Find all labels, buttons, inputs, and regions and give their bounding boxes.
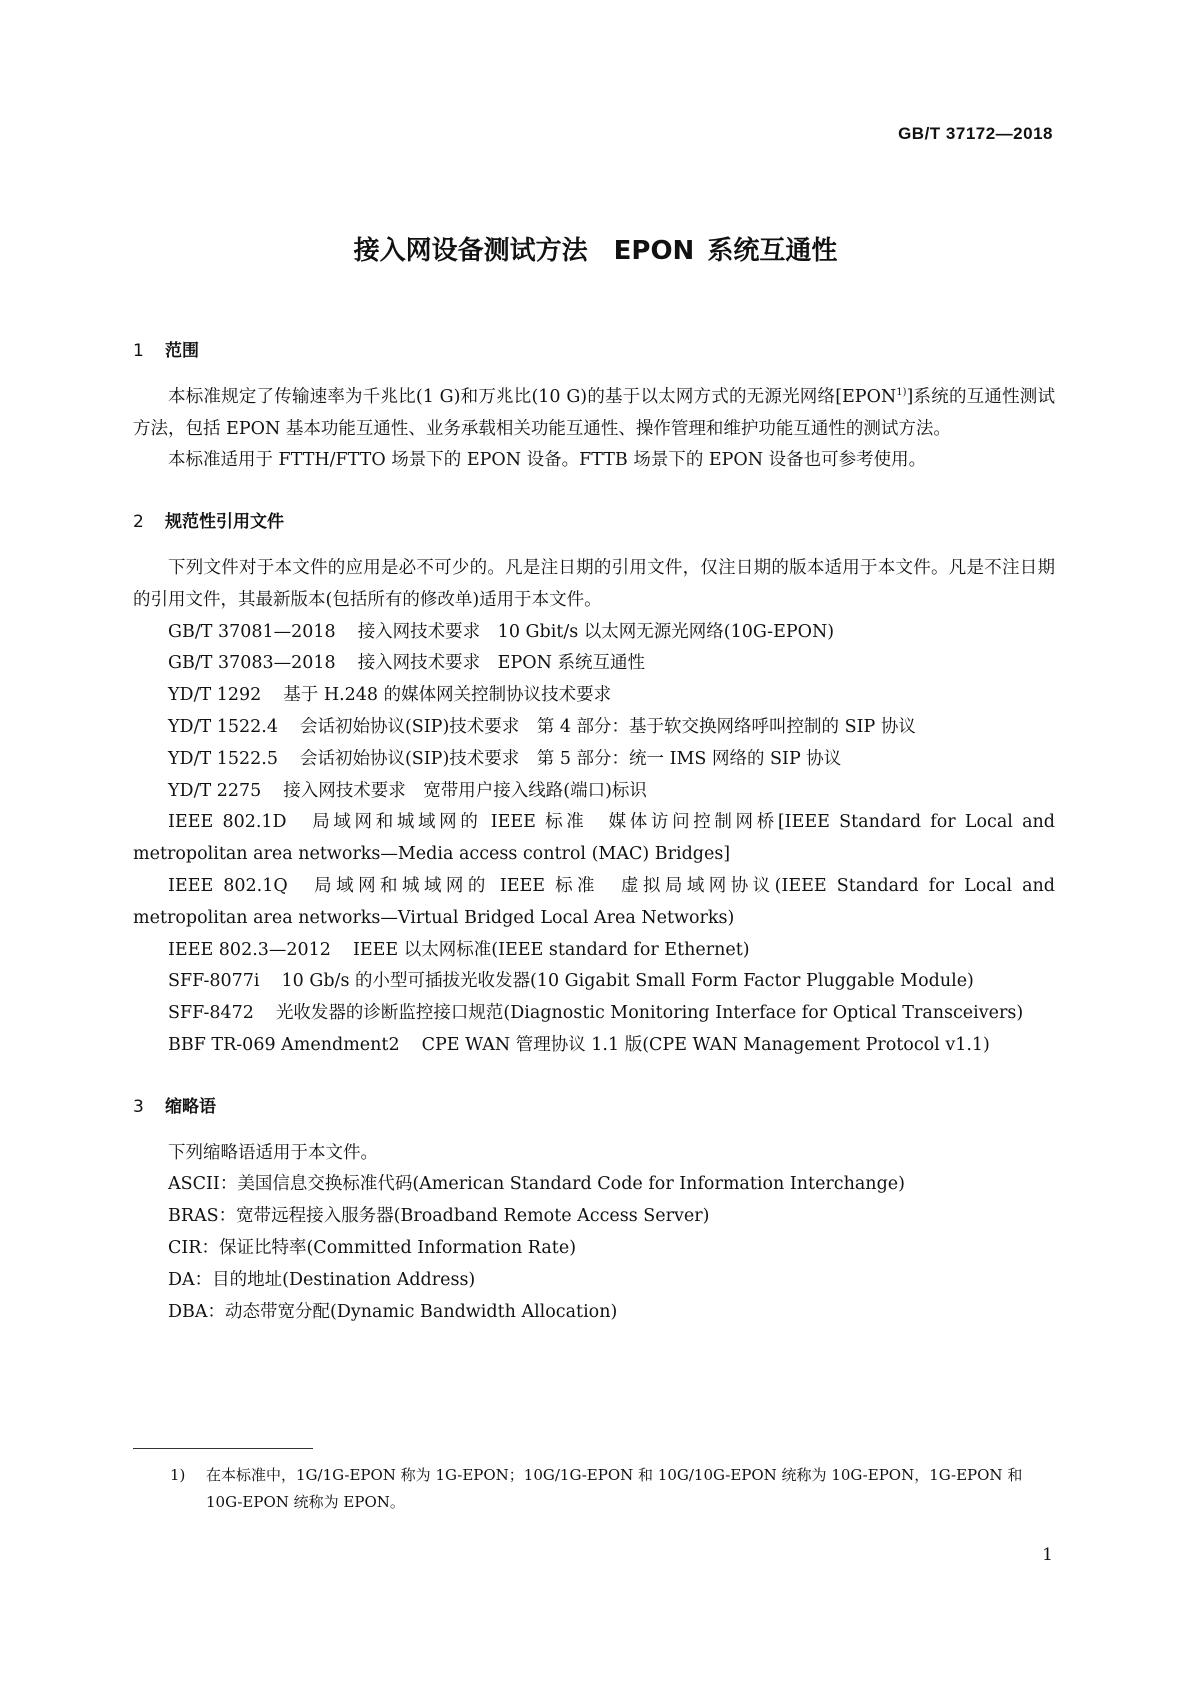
footnote-text: 在本标准中，1G/1G-EPON 称为 1G-EPON；10G/1G-EPON 和 10G/10G-EPON 统称为 10G-EPON，1G-EPON 和 10G-EPON 统称为 EPON。 bbox=[206, 1466, 1023, 1511]
reference-item bbox=[133, 776, 1055, 808]
section-scope bbox=[133, 336, 1055, 477]
scope-text-part-2: ]系统的互通性测试方法，包括 EPON 基本功能互通性、业务承载相关功能互通性、操作管理和维护功能互通性的测试方法。 bbox=[133, 386, 1055, 439]
reference-item bbox=[133, 935, 1055, 967]
section-number: 1 bbox=[133, 341, 144, 361]
section-number: 2 bbox=[133, 512, 144, 533]
abbreviation-item: DA：目的地址(Destination Address) bbox=[168, 1269, 476, 1290]
document-body bbox=[133, 336, 1055, 1358]
reference-code: IEEE 802.3—2012 bbox=[168, 939, 331, 960]
reference-item bbox=[133, 998, 1055, 1030]
abbreviations-intro: 下列缩略语适用于本文件。 bbox=[168, 1142, 378, 1163]
section-heading bbox=[133, 507, 1055, 539]
reference-code: YD/T 1522.4 bbox=[168, 716, 278, 737]
reference-title: 基于 H.248 的媒体网关控制协议技术要求 bbox=[283, 685, 612, 706]
reference-item bbox=[133, 1030, 1055, 1062]
reference-item bbox=[133, 648, 1055, 680]
normative-intro: 下列文件对于本文件的应用是必不可少的。凡是注日期的引用文件，仅注日期的版本适用于本文件。凡是不注日期的引用文件，其最新版本(包括所有的修改单)适用于本文件。 bbox=[133, 557, 1055, 610]
reference-title: 接入网技术要求 宽带用户接入线路(端口)标识 bbox=[283, 780, 647, 801]
abbreviation-item: BRAS：宽带远程接入服务器(Broadband Remote Access Server) bbox=[168, 1206, 710, 1227]
document-title: 接入网设备测试方法 EPON 系统互通性 bbox=[353, 236, 838, 266]
reference-code: SFF-8077i bbox=[168, 971, 260, 992]
reference-code: IEEE 802.1D bbox=[168, 812, 287, 833]
reference-title: 接入网技术要求 10 Gbit/s 以太网无源光网络(10G-EPON) bbox=[357, 621, 835, 642]
reference-title: 局域网和城域网的 IEEE 标准 虚拟局域网协议(IEEE Standard for Local and metropolitan area networks—Virtual Bridged Local Area Networks) bbox=[133, 875, 1055, 928]
reference-code: YD/T 2275 bbox=[168, 780, 262, 801]
scope-text-part-1: 本标准规定了传输速率为千兆比(1 G)和万兆比(10 G)的基于以太网方式的无源光网络[EPON bbox=[168, 386, 897, 407]
section-heading bbox=[133, 1092, 1055, 1124]
reference-title: CPE WAN 管理协议 1.1 版(CPE WAN Management Protocol v1.1) bbox=[421, 1034, 990, 1055]
footnote-reference: 1) bbox=[896, 386, 907, 398]
section-heading bbox=[133, 336, 1055, 368]
reference-code: IEEE 802.1Q bbox=[168, 875, 288, 896]
section-number: 3 bbox=[133, 1096, 144, 1117]
page-number: 1 bbox=[1042, 1545, 1053, 1565]
reference-code: YD/T 1522.5 bbox=[168, 748, 278, 769]
reference-item bbox=[133, 712, 1055, 744]
reference-title: 光收发器的诊断监控接口规范(Diagnostic Monitoring Interface for Optical Transceivers) bbox=[275, 1003, 1024, 1024]
reference-code: GB/T 37083—2018 bbox=[168, 653, 336, 674]
abbreviation-item: DBA：动态带宽分配(Dynamic Bandwidth Allocation) bbox=[168, 1301, 618, 1322]
reference-item bbox=[133, 871, 1055, 935]
reference-title: 局域网和城域网的 IEEE 标准 媒体访问控制网桥[IEEE Standard for Local and metropolitan area networks—Media access control (MAC) Bridges] bbox=[133, 812, 1055, 865]
reference-title: 会话初始协议(SIP)技术要求 第 4 部分：基于软交换网络呼叫控制的 SIP 协议 bbox=[299, 716, 916, 737]
scope-paragraph-1 bbox=[133, 382, 1055, 446]
section-normative-references bbox=[133, 507, 1055, 1062]
reference-title: 10 Gb/s 的小型可插拔光收发器(10 Gigabit Small Form Factor Pluggable Module) bbox=[281, 971, 974, 992]
section-title: 范围 bbox=[165, 341, 199, 361]
footnote-mark: 1) bbox=[170, 1466, 186, 1484]
reference-item bbox=[133, 966, 1055, 998]
section-abbreviations bbox=[133, 1092, 1055, 1329]
section-title: 缩略语 bbox=[165, 1096, 216, 1117]
reference-code: GB/T 37081—2018 bbox=[168, 621, 336, 642]
standard-number: GB/T 37172—2018 bbox=[898, 124, 1053, 143]
reference-item bbox=[133, 744, 1055, 776]
reference-code: YD/T 1292 bbox=[168, 685, 262, 706]
reference-code: SFF-8472 bbox=[168, 1003, 254, 1024]
reference-title: IEEE 以太网标准(IEEE standard for Ethernet) bbox=[352, 939, 750, 960]
footnote-divider bbox=[133, 1448, 313, 1449]
reference-item bbox=[133, 617, 1055, 649]
reference-item bbox=[133, 807, 1055, 871]
abbreviation-item: ASCII：美国信息交换标准代码(American Standard Code for Information Interchange) bbox=[168, 1174, 905, 1195]
reference-title: 会话初始协议(SIP)技术要求 第 5 部分：统一 IMS 网络的 SIP 协议 bbox=[299, 748, 842, 769]
footnote bbox=[170, 1462, 1054, 1516]
section-title: 规范性引用文件 bbox=[165, 512, 284, 533]
reference-item bbox=[133, 680, 1055, 712]
reference-title: 接入网技术要求 EPON 系统互通性 bbox=[357, 653, 645, 674]
scope-paragraph-2: 本标准适用于 FTTH/FTTO 场景下的 EPON 设备。FTTB 场景下的 EPON 设备也可参考使用。 bbox=[168, 450, 927, 471]
reference-code: BBF TR-069 Amendment2 bbox=[168, 1034, 400, 1055]
abbreviation-item: CIR：保证比特率(Committed Information Rate) bbox=[168, 1237, 577, 1258]
